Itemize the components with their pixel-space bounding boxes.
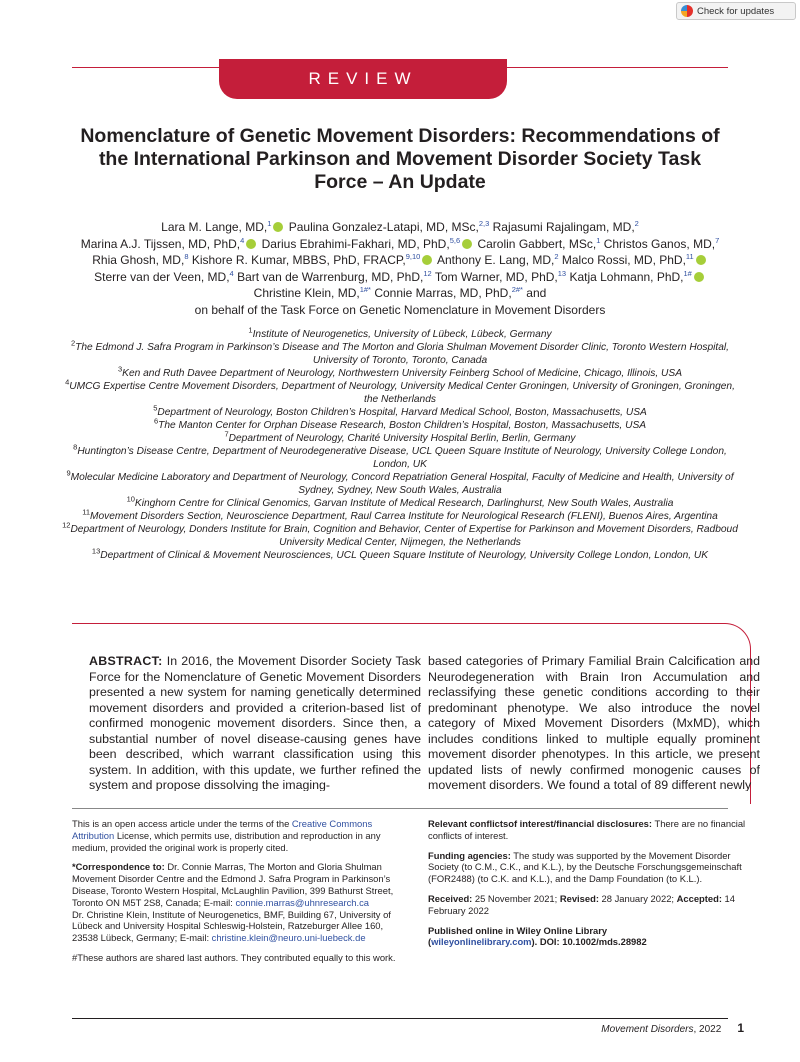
author-name: Rajasumi Rajalingam, MD,: [492, 220, 635, 234]
affiliation: [60, 416, 740, 432]
abstract-text-left: In 2016, the Movement Disorder Society Task Force for the Nomenclature of Genetic Movement Disorders presented a new system for naming genetically determined movement disorders and provided a criterion-based list of confirmed monogenic movement disorders. Since then, a substantial number of novel disease-causing genes have been described, which warrant classification using this system. In addition, with this update, we further refined the system and propose dissolving the imaging-: [89, 654, 421, 791]
marras-email-link[interactable]: connie.marras@uhnresearch.ca: [235, 896, 369, 908]
affiliation-number: 2: [71, 338, 76, 348]
affiliation-list: [60, 325, 740, 562]
orcid-icon[interactable]: [246, 239, 256, 249]
author-name: Darius Ebrahimi-Fakhari, MD, PhD,: [261, 236, 450, 251]
affiliation-text: Kinghorn Centre for Clinical Genomics, Garvan Institute of Medical Research, Darlinghurst, New South Wales, Australia: [134, 498, 674, 509]
funding-label: Funding agencies:: [428, 849, 511, 861]
author-affiliation-marker: 4: [229, 268, 234, 278]
received-label: Received:: [428, 892, 473, 904]
published-label: Published online in Wiley Online Library: [428, 924, 608, 936]
author: [81, 237, 259, 251]
abstract-column-right: based categories of Primary Familial Brain Calcification and Neurodegeneration with Brain Iron Accumulation and reclassifying these genetic conditions according to their predominant phenotype. We also introduce the novel category of Mixed Movement Disorders (MxMD), which includes conditions linked to multiple equally prominent movement disorder phenotypes. In this article, we present updated lists of newly confirmed monogenic causes of movement disorders. We found a total of 89 different newly: [428, 654, 760, 791]
correspondence-marras-text: Dr. Connie Marras, The Morton and Gloria Shulman Movement Disorder Centre and the Edmond J. Safra Program in Parkinson’s Disease, Toronto Western Hospital, McLaughlin Pavilion, 399 Bathurst Street, Toronto ON M5T 2S8, Canada; E-mail:: [72, 861, 394, 908]
author: [435, 270, 566, 284]
journal-year: , 2022: [693, 1024, 722, 1035]
author-affiliation-marker: 1: [267, 219, 272, 228]
orcid-icon[interactable]: [422, 255, 432, 265]
author-name: Rhia Ghosh, MD,: [92, 253, 185, 267]
affiliation-number: 1: [248, 325, 253, 335]
author-name: Lara M. Lange, MD,: [161, 220, 268, 234]
author-affiliation-marker: 5,6: [449, 235, 461, 245]
affiliation-text: The Edmond J. Safra Program in Parkinson’s Disease and The Morton and Gloria Shulman Movement Disorder Clinic, Toronto Western Hospital, University of Toronto, Toronto, Canada: [75, 342, 729, 366]
orcid-icon[interactable]: [273, 222, 283, 232]
doi-text: ). DOI: 10.1002/mds.28982: [531, 936, 647, 948]
affiliation: [60, 520, 740, 549]
author: [94, 270, 234, 284]
author-affiliation-marker: 9,10: [405, 252, 421, 261]
author-affiliation-marker: 11: [685, 252, 694, 261]
author-name: Connie Marras, MD, PhD,: [374, 286, 512, 300]
shared-authorship-note: #These authors are shared last authors. They contributed equally to this work.: [72, 951, 396, 963]
author-name: Carolin Gabbert, MSc,: [477, 236, 597, 251]
affiliation-number: 13: [91, 546, 101, 556]
author: [374, 286, 523, 300]
orcid-icon[interactable]: [462, 239, 472, 249]
affiliation: [60, 377, 740, 406]
crossmark-icon: [681, 5, 693, 17]
license-text-pre: This is an open access article under the terms of the: [72, 818, 292, 829]
author: [192, 253, 434, 267]
author-affiliation-marker: 13: [557, 268, 567, 278]
affiliation-text: Institute of Neurogenetics, University of Lübeck, Lübeck, Germany: [252, 329, 552, 340]
affiliation-number: 11: [82, 507, 91, 517]
article-type-banner: REVIEW: [219, 59, 507, 99]
author-affiliation-marker: 1#: [683, 268, 692, 278]
author: [254, 286, 371, 300]
author-name: Anthony E. Lang, MD,: [436, 253, 555, 267]
affiliation: [60, 429, 740, 445]
author: [437, 253, 559, 267]
author-affiliation-marker: 2#*: [511, 285, 523, 294]
author-name: Christine Klein, MD,: [253, 286, 360, 300]
author: [161, 220, 285, 234]
author-affiliation-marker: 1#*: [359, 285, 371, 294]
accepted-label: Accepted:: [676, 892, 722, 904]
affiliation-number: 9: [66, 468, 71, 478]
author-name: on behalf of the Task Force on Genetic Nomenclature in Movement Disorders: [194, 302, 606, 317]
author-list: [40, 219, 760, 318]
correspondence-label: *Correspondence to:: [72, 861, 165, 873]
article-title: Nomenclature of Genetic Movement Disorders: Recommendations of the International Parkinson and Movement Disorder Society Task Force – An Update: [80, 125, 720, 193]
journal-name: Movement Disorders: [601, 1024, 694, 1035]
revised-label: Revised:: [559, 892, 599, 904]
author-name: and: [526, 286, 547, 300]
conflict-note: [428, 818, 758, 842]
page-footer: [601, 1021, 744, 1035]
abstract-column-left: [89, 654, 421, 791]
affiliation: [60, 364, 740, 380]
wiley-link[interactable]: wileyonlinelibrary.com: [431, 936, 532, 948]
affiliation-text: Department of Neurology, Boston Children’s Hospital, Harvard Medical School, Boston, Massachusetts, USA: [157, 407, 647, 418]
author-name: Paulina Gonzalez-Latapi, MD, MSc,: [288, 220, 479, 234]
affiliation-text: Department of Neurology, Charité University Hospital Berlin, Berlin, Germany: [228, 433, 576, 444]
conflict-text: There are no financial conflicts of interest.: [428, 818, 746, 841]
author: [289, 220, 490, 234]
affiliation-number: 4: [65, 377, 70, 387]
affiliation: [60, 338, 740, 367]
author-affiliation-marker: 2: [554, 252, 559, 261]
author: [237, 270, 432, 284]
affiliation-text: Huntington’s Disease Centre, Department of Neurodegenerative Disease, UCL Queen Square Institute of Neurology, University College London, London, UK: [77, 446, 727, 470]
klein-email-link[interactable]: christine.klein@neuro.uni-luebeck.de: [211, 932, 366, 944]
author: [562, 253, 708, 267]
affiliation-number: 10: [126, 494, 135, 504]
author-name: Marina A.J. Tijssen, MD, PhD,: [80, 236, 241, 251]
author-affiliation-marker: 4: [240, 235, 245, 245]
affiliation-text: Ken and Ruth Davee Department of Neurology, Northwestern University Feinberg School of Medicine, Chicago, Illinois, USA: [122, 368, 682, 379]
footer-rule: [72, 1018, 728, 1019]
author-name: Katja Lohmann, PhD,: [569, 269, 684, 284]
author: [493, 220, 639, 234]
affiliation-text: Department of Neurology, Donders Institute for Brain, Cognition and Behavior, Center of Expertise for Parkinson and Movement Disorders, Radboud University Medical Center, Nijmegen, the Netherlands: [70, 524, 738, 548]
author-affiliation-marker: 2,3: [478, 219, 490, 228]
author-affiliation-marker: 2: [634, 219, 639, 228]
affiliation-text: Movement Disorders Section, Neuroscience Department, Raul Carrea Institute for Neurological Research (FLENI), Buenos Aires, Argentina: [90, 511, 718, 522]
accepted-date: 14 February 2022: [428, 892, 735, 916]
orcid-icon[interactable]: [696, 255, 706, 265]
funding-note: [428, 850, 758, 885]
orcid-icon[interactable]: [694, 272, 704, 282]
affiliation-number: 8: [73, 442, 78, 452]
author-name: Malco Rossi, MD, PhD,: [561, 253, 686, 267]
license-text-post: License, which permits use, distribution and reproduction in any medium, provided the original work is properly cited.: [72, 829, 381, 853]
author: [262, 237, 474, 251]
affiliation-text: UMCG Expertise Centre Movement Disorders, Department of Neurology, University Medical Center Groningen, University of Groningen, Groningen, the Netherlands: [69, 381, 735, 405]
author: [195, 303, 606, 317]
affiliation-number: 6: [153, 416, 159, 426]
author-name: Sterre van der Veen, MD,: [94, 269, 230, 284]
author-name: Bart van de Warrenburg, MD, PhD,: [237, 269, 424, 284]
funding-text: The study was supported by the Movement Disorder Society (to C.M., C.K., and K.L.), by the Deutsche Forschungsgemeinschaft (FOR2488) (to C.K. and K.L.), and the Damp Foundation (to K.L.).: [428, 849, 742, 885]
affiliation: [60, 494, 740, 510]
affiliation: [60, 442, 740, 471]
conflict-label: Relevant conflictsof interest/financial disclosures:: [428, 818, 653, 829]
correspondence-marras: [72, 861, 402, 944]
author-affiliation-marker: 12: [423, 268, 432, 278]
author-affiliation-marker: 7: [715, 235, 720, 245]
author: [92, 253, 188, 267]
footnotes-right: [428, 818, 758, 956]
publication-note: Published online in Wiley Online Library (wileyonlinelibrary.com). DOI: 10.1002/mds.28982: [428, 924, 647, 948]
check-for-updates-button[interactable]: [676, 2, 796, 20]
affiliation: [60, 546, 740, 562]
affiliation: [60, 325, 740, 341]
author-affiliation-marker: 8: [184, 252, 189, 261]
license-note: [72, 818, 402, 853]
affiliation-number: 5: [153, 403, 158, 413]
author: [604, 237, 720, 251]
footnote-rule: [72, 808, 728, 809]
author-affiliation-marker: 1: [596, 235, 601, 245]
author-name: Kishore R. Kumar, MBBS, PhD, FRACP,: [191, 253, 406, 267]
author: [526, 286, 546, 300]
author: [477, 237, 600, 251]
affiliation-number: 7: [224, 429, 229, 439]
abstract-heading: ABSTRACT:: [89, 654, 163, 668]
page-number: 1: [737, 1021, 744, 1035]
author-name: Christos Ganos, MD,: [603, 236, 716, 251]
affiliation: [60, 468, 740, 497]
received-date: 25 November 2021;: [472, 892, 560, 904]
affiliation-number: 12: [62, 520, 71, 530]
affiliation-text: The Manton Center for Orphan Disease Research, Boston Children’s Hospital, Boston, Massachusetts, USA: [158, 420, 647, 431]
check-updates-label: Check for updates: [697, 5, 775, 17]
author: [569, 270, 705, 284]
affiliation-number: 3: [117, 364, 123, 374]
affiliation-text: Department of Clinical & Movement Neurosciences, UCL Queen Square Institute of Neurology, University College London, London, UK: [100, 550, 709, 561]
revised-date: 28 January 2022;: [598, 892, 677, 904]
author-name: Tom Warner, MD, PhD,: [434, 269, 558, 284]
license-link[interactable]: Creative Commons Attribution: [72, 818, 373, 841]
dates-note: [428, 893, 758, 917]
affiliation: [60, 403, 740, 419]
correspondence-klein-text: Dr. Christine Klein, Institute of Neurogenetics, BMF, Building 67, University of Lübeck and University Hospital Schleswig-Holstein, Ratzeburger Allee 160, 23538 Lübeck, Germany; E-mail:: [72, 908, 391, 944]
footnotes-left: [72, 818, 402, 972]
affiliation: [60, 507, 740, 523]
affiliation-text: Molecular Medicine Laboratory and Department of Neurology, Concord Repatriation General Hospital, Faculty of Medicine and Health, University of Sydney, Sydney, New South Wales, Australia: [70, 472, 734, 496]
